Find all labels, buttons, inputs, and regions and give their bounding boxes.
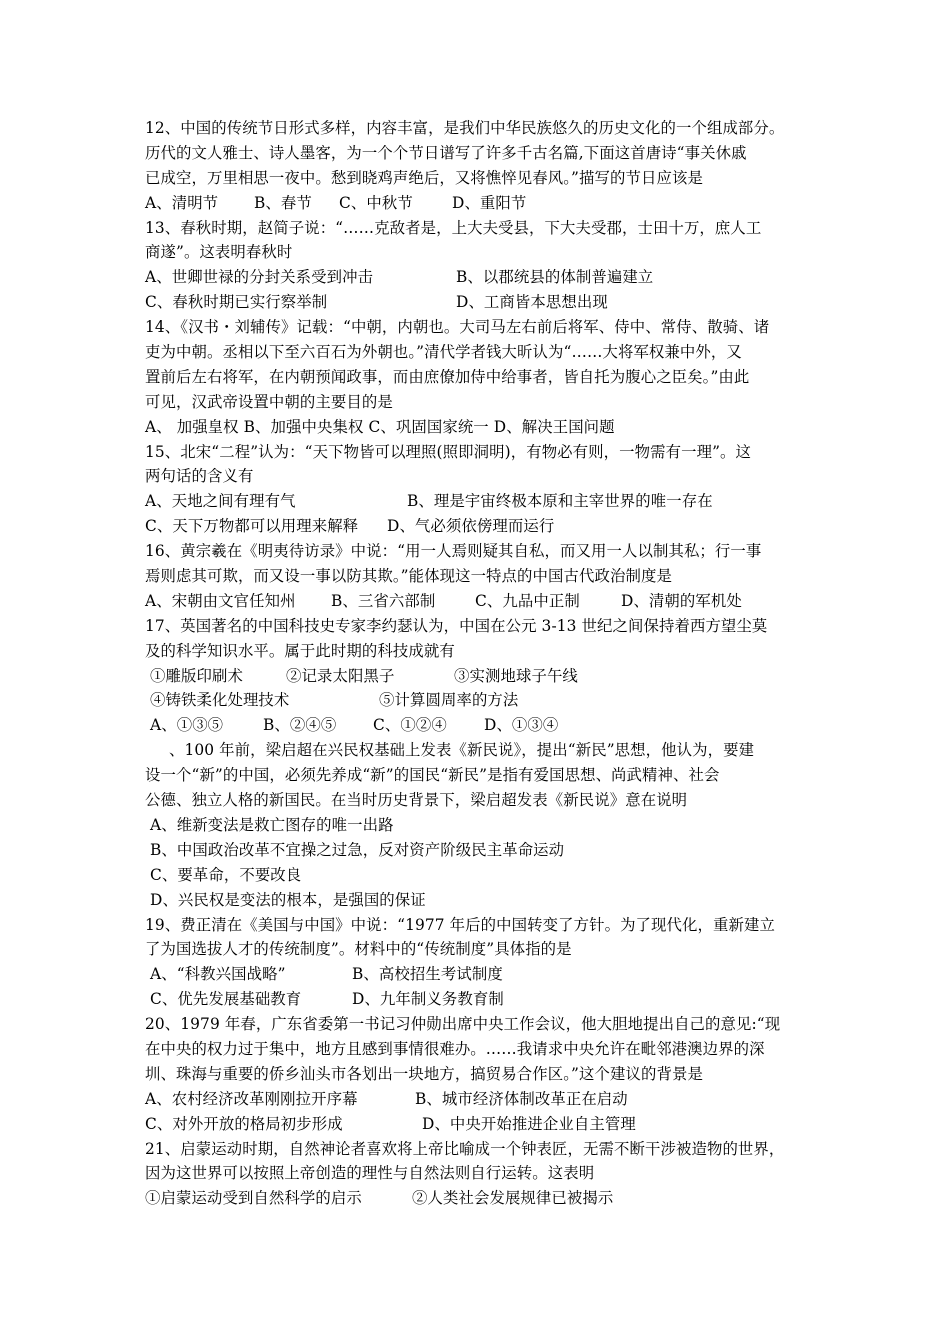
question-16-options <box>145 589 817 614</box>
q18-option-b: B、中国政治改革不宜操之过急，反对资产阶级民主革命运动 <box>150 840 565 859</box>
q19-option-d: D、九年制义务教育制 <box>352 990 504 1009</box>
q15-option-b: B、理是宇宙终极本原和主宰世界的唯一存在 <box>407 492 713 511</box>
question-14-line-4: 可见，汉武帝设置中朝的主要目的是 <box>145 392 393 411</box>
question-13-options-row-1 <box>145 265 817 290</box>
q19-option-c: C、优先发展基础教育 <box>150 990 302 1009</box>
q17-option-a: A、①③⑤ <box>150 716 224 735</box>
question-14-line-2: 吏为中朝。丞相以下至六百石为外朝也。”清代学者钱大昕认为“……大将军权兼中外，又 <box>145 343 742 362</box>
question-19-line-1: 19、费正清在《美国与中国》中说：“1977 年后的中国转变了方针。为了现代化，重新建立 <box>145 915 775 934</box>
question-15-line-1: 15、北宋“二程”认为：“天下物皆可以理照(照即洞明)，有物必有则，一物需有一理”。这 <box>145 442 752 461</box>
question-18-line-2: 设一个“新”的中国，必须先养成“新”的国民“新民”是指有爱国思想、尚武精神、社会 <box>145 766 720 785</box>
q17-option-d: D、①③④ <box>484 716 559 735</box>
q15-option-d: D、气必须依傍理而运行 <box>387 517 555 536</box>
question-17-line-1: 17、英国著名的中国科技史专家李约瑟认为，中国在公元 3-13 世纪之间保持着西方望尘莫 <box>145 616 768 635</box>
q21-item-1: ①启蒙运动受到自然科学的启示 <box>145 1189 362 1208</box>
question-20-options-row-2 <box>145 1112 817 1137</box>
question-17-line-2: 及的科学知识水平。属于此时期的科技成就有 <box>145 641 455 660</box>
q13-option-c: C、春秋时期已实行察举制 <box>145 293 328 312</box>
q15-option-a: A、天地之间有理有气 <box>145 492 296 511</box>
q17-item-4: ④铸铁柔化处理技术 <box>150 691 290 710</box>
q15-option-c: C、天下万物都可以用理来解释 <box>145 517 359 536</box>
q17-option-b: B、②④⑤ <box>263 716 337 735</box>
question-19-options-row-1 <box>145 962 817 987</box>
q17-item-3: ③实测地球子午线 <box>454 666 578 685</box>
question-20-line-1: 20、1979 年春，广东省委第一书记习仲勋出席中央工作会议，他大胆地提出自己的意见:“现 <box>145 1015 781 1034</box>
question-15-options-row-2 <box>145 514 817 539</box>
question-20-line-2: 在中央的权力过于集中，地方且感到事情很难办。……我请求中央允许在毗邻港澳边界的深 <box>145 1039 765 1058</box>
q20-option-a: A、农村经济改革刚刚拉开序幕 <box>145 1089 358 1108</box>
question-19-options-row-2 <box>145 987 817 1012</box>
question-12-options <box>145 191 817 216</box>
q12-option-c: C、中秋节 <box>339 193 413 212</box>
q19-option-b: B、高校招生考试制度 <box>352 965 503 984</box>
q12-option-b: B、春节 <box>254 193 312 212</box>
q17-item-2: ②记录太阳黑子 <box>286 666 395 685</box>
q16-option-d: D、清朝的军机处 <box>621 591 742 610</box>
question-21-items <box>145 1186 817 1211</box>
q12-option-d: D、重阳节 <box>452 193 527 212</box>
question-21-line-2: 因为这世界可以按照上帝创造的理性与自然法则自行运转。这表明 <box>145 1164 595 1183</box>
question-12-line-1: 12、中国的传统节日形式多样，内容丰富，是我们中华民族悠久的历史文化的一个组成部分。 <box>145 119 785 137</box>
q18-option-d: D、兴民权是变法的根本，是强国的保证 <box>150 890 426 909</box>
q18-option-a: A、维新变法是救亡图存的唯一出路 <box>150 815 394 834</box>
question-12-line-2: 历代的文人雅士、诗人墨客，为一个个节日谱写了许多千古名篇,下面这首唐诗“事关休戚 <box>145 143 747 162</box>
question-17-items-row-1 <box>145 664 817 689</box>
q20-option-d: D、中央开始推进企业自主管理 <box>422 1114 636 1133</box>
question-18-line-1: 、100 年前，梁启超在兴民权基础上发表《新民说》，提出“新民”思想，他认为，要建 <box>169 741 755 760</box>
question-17-options <box>145 713 817 738</box>
q16-option-a: A、宋朝由文官任知州 <box>145 591 296 610</box>
question-13-line-2: 商遂”。这表明春秋时 <box>145 243 293 262</box>
q21-item-2: ②人类社会发展规律已被揭示 <box>412 1189 614 1208</box>
q17-item-1: ①雕版印刷术 <box>150 666 243 685</box>
q13-option-a: A、世卿世禄的分封关系受到冲击 <box>145 268 374 287</box>
exam-content <box>145 116 817 1211</box>
q13-option-d: D、工商皆本思想出现 <box>456 293 608 312</box>
q13-option-b: B、以郡统县的体制普遍建立 <box>456 268 654 287</box>
question-20-options-row-1 <box>145 1087 817 1112</box>
question-15-line-2: 两句话的含义有 <box>145 467 254 486</box>
question-18-line-3: 公德、独立人格的新国民。在当时历史背景下，梁启超发表《新民说》意在说明 <box>145 791 688 810</box>
question-13-line-1: 13、春秋时期，赵简子说：“……克敌者是，上大夫受县，下大夫受郡，士田十万，庶人工 <box>145 218 762 237</box>
q16-option-b: B、三省六部制 <box>331 591 436 610</box>
question-16-line-1: 16、黄宗羲在《明夷待访录》中说：“用一人焉则疑其自私，而又用一人以制其私；行一事 <box>145 542 762 561</box>
q16-option-c: C、九品中正制 <box>475 591 580 610</box>
question-19-line-2: 了为国选拔人才的传统制度”。材料中的“传统制度”具体指的是 <box>145 940 572 959</box>
question-14-line-1: 14、《汉书・刘辅传》记载：“中朝，内朝也。大司马左右前后将军、侍中、常侍、散骑、诸 <box>145 318 770 337</box>
question-14-line-3: 置前后左右将军，在内朝预闻政事，而由庶僚加侍中给事者，皆自托为腹心之臣矣。”由此 <box>145 367 750 386</box>
question-14-options: A、 加强皇权 B、加强中央集权 C、巩固国家统一 D、解决王国问题 <box>145 417 615 436</box>
q19-option-a: A、“科教兴国战略” <box>150 965 286 984</box>
q18-option-c: C、要革命，不要改良 <box>150 865 302 884</box>
q17-option-c: C、①②④ <box>373 716 447 735</box>
question-17-items-row-2 <box>145 688 817 713</box>
q12-option-a: A、清明节 <box>145 193 219 212</box>
q20-option-c: C、对外开放的格局初步形成 <box>145 1114 343 1133</box>
question-15-options-row-1 <box>145 489 817 514</box>
question-16-line-2: 焉则虑其可欺，而又设一事以防其欺。”能体现这一特点的中国古代政治制度是 <box>145 567 672 586</box>
question-13-options-row-2 <box>145 290 817 315</box>
question-20-line-3: 圳、珠海与重要的侨乡汕头市各划出一块地方，搞贸易合作区。”这个建议的背景是 <box>145 1064 703 1083</box>
question-12-line-3: 已成空，万里相思一夜中。愁到晓鸡声绝后，又将憔悴见春风。”描写的节日应该是 <box>145 168 703 187</box>
question-21-line-1: 21、启蒙运动时期，自然神论者喜欢将上帝比喻成一个钟表匠，无需不断干涉被造物的世界， <box>145 1139 785 1158</box>
q17-item-5: ⑤计算圆周率的方法 <box>379 691 519 710</box>
q20-option-b: B、城市经济体制改革正在启动 <box>415 1089 628 1108</box>
